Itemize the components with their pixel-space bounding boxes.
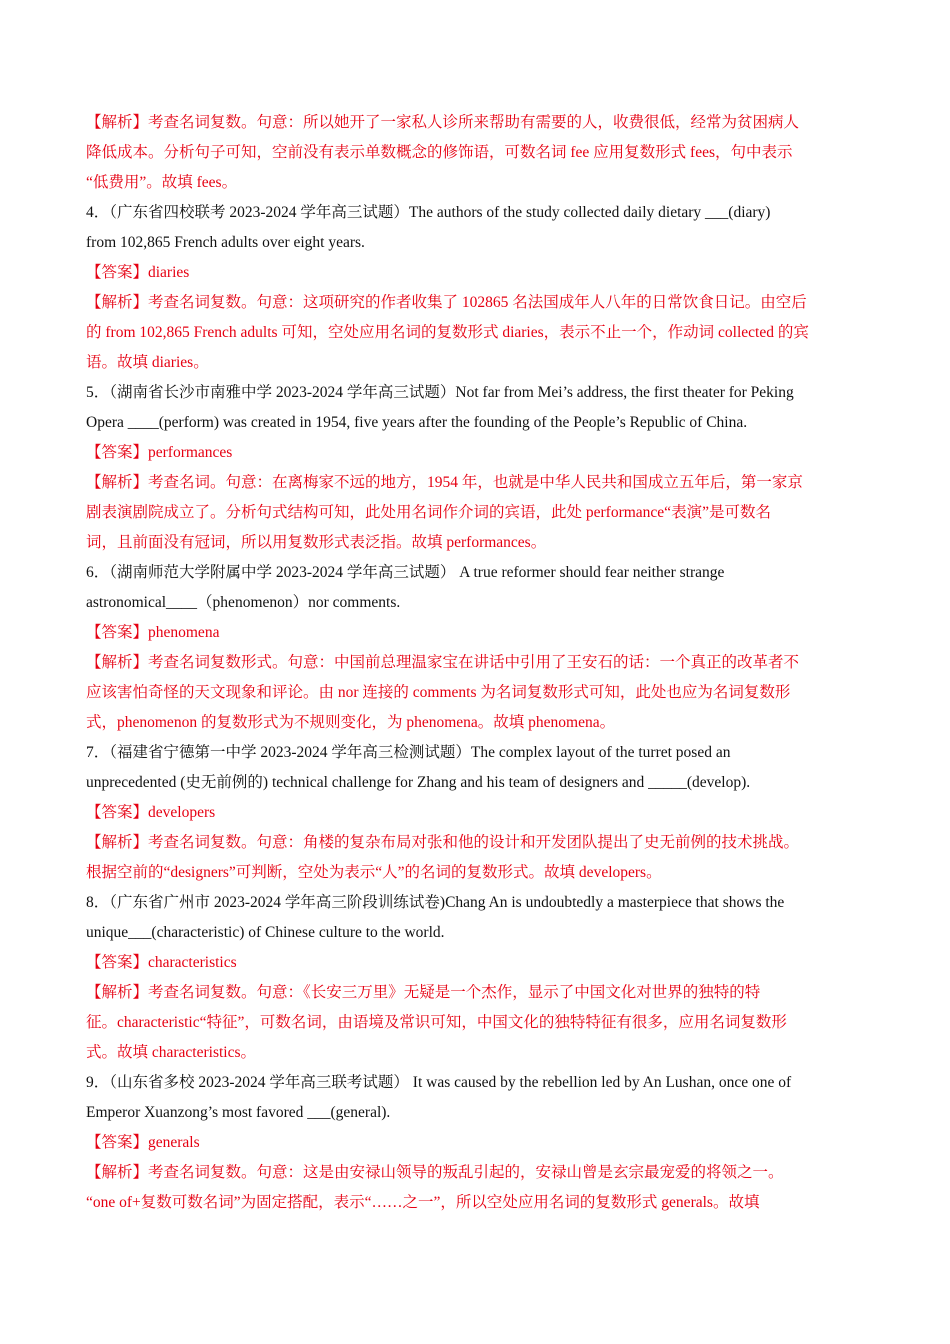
question-line: 6．（湖南师范大学附属中学 2023-2024 学年高三试题） A true reformer should fear neither strange [86,564,725,581]
question-line: 7．（福建省宁德第一中学 2023-2024 学年高三检测试题）The complex layout of the turret posed an [86,744,731,761]
analysis-line: 剧表演剧院成立了。分析句式结构可知，此处用名词作介词的宾语，此处 performance“表演”是可数名 [86,504,771,521]
question-block [86,1068,864,1128]
analysis-block [86,468,864,558]
analysis-line: 【解析】考查名词复数。句意：这项研究的作者收集了 102865 名法国成年人八年的日常饮食日记。由空后 [86,294,807,311]
answer-block [86,948,864,978]
analysis-line: 【解析】考查名词复数形式。句意：中国前总理温家宝在讲话中引用了王安石的话：一个真正的改革者不 [86,654,800,671]
answer-block [86,438,864,468]
answer-line: 【答案】performances [86,444,233,461]
analysis-line: 应该害怕奇怪的天文现象和评论。由 nor 连接的 comments 为名词复数形式可知，此处也应为名词复数形 [86,684,791,701]
analysis-block [86,108,864,198]
question-line: Emperor Xuanzong’s most favored ___(general). [86,1104,391,1121]
question-line: astronomical____（phenomenon）nor comments. [86,594,401,611]
question-block [86,378,864,438]
answer-block [86,1128,864,1158]
analysis-line: 【解析】考查名词复数。句意：《长安三万里》无疑是一个杰作，显示了中国文化对世界的独特的特 [86,984,761,1001]
answer-line: 【答案】characteristics [86,954,237,971]
analysis-line: 【解析】考查名词复数。句意：这是由安禄山领导的叛乱引起的，安禄山曾是玄宗最宠爱的将领之一。 [86,1164,784,1181]
answer-line: 【答案】phenomena [86,624,220,641]
question-line: from 102,865 French adults over eight years. [86,234,365,251]
answer-block [86,798,864,828]
question-block [86,198,864,258]
analysis-line: 【解析】考查名词复数。句意：角楼的复杂布局对张和他的设计和开发团队提出了史无前例的技术挑战。 [86,834,800,851]
analysis-line: “one of+复数可数名词”为固定搭配，表示“……之一”，所以空处应用名词的复数形式 generals。故填 [86,1194,760,1211]
answer-line: 【答案】developers [86,804,216,821]
question-block [86,558,864,618]
analysis-line: 的 from 102,865 French adults 可知，空处应用名词的复数形式 diaries，表示不止一个，作动词 collected 的宾 [86,324,809,341]
answer-block [86,258,864,288]
analysis-line: 【解析】考查名词。句意：在离梅家不远的地方，1954 年，也就是中华人民共和国成立五年后，第一家京 [86,474,803,491]
analysis-block [86,288,864,378]
analysis-line: 征。characteristic“特征”，可数名词，由语境及常识可知，中国文化的独特特征有很多，应用名词复数形 [86,1014,787,1031]
answer-line: 【答案】generals [86,1134,200,1151]
question-block [86,888,864,948]
analysis-line: 根据空前的“designers”可判断，空处为表示“人”的名词的复数形式。故填 developers。 [86,864,662,881]
question-line: 8．（广东省广州市 2023-2024 学年高三阶段训练试卷)Chang An is undoubtedly a masterpiece that shows the [86,894,785,911]
analysis-block [86,978,864,1068]
question-line: unique___(characteristic) of Chinese culture to the world. [86,924,445,941]
analysis-line: 语。故填 diaries。 [86,354,209,371]
analysis-block [86,648,864,738]
analysis-line: “低费用”。故填 fees。 [86,174,238,191]
analysis-line: 词，且前面没有冠词，所以用复数形式表泛指。故填 performances。 [86,534,547,551]
question-line: unprecedented (史无前例的) technical challenge for Zhang and his team of designers and _____(develop). [86,774,751,791]
analysis-line: 降低成本。分析句子可知，空前没有表示单数概念的修饰语，可数名词 fee 应用复数形式 fees，句中表示 [86,144,793,161]
answer-line: 【答案】diaries [86,264,190,281]
question-block [86,738,864,798]
question-line: 9．（山东省多校 2023-2024 学年高三联考试题） It was caused by the rebellion led by An Lushan, once one of [86,1074,792,1091]
analysis-line: 【解析】考查名词复数。句意：所以她开了一家私人诊所来帮助有需要的人，收费很低，经常为贫困病人 [86,114,800,131]
answer-block [86,618,864,648]
analysis-line: 式，phenomenon 的复数形式为不规则变化，为 phenomena。故填 phenomena。 [86,714,616,731]
document-page [86,108,864,1218]
question-line: 4．（广东省四校联考 2023-2024 学年高三试题）The authors of the study collected daily dietary ___(diary) [86,204,771,221]
analysis-line: 式。故填 characteristics。 [86,1044,257,1061]
question-line: Opera ____(perform) was created in 1954, five years after the founding of the People’s Republic of China. [86,414,748,431]
question-line: 5．（湖南省长沙市南雅中学 2023-2024 学年高三试题）Not far from Mei’s address, the first theater for Peking [86,384,794,401]
analysis-block [86,1158,864,1218]
analysis-block [86,828,864,888]
